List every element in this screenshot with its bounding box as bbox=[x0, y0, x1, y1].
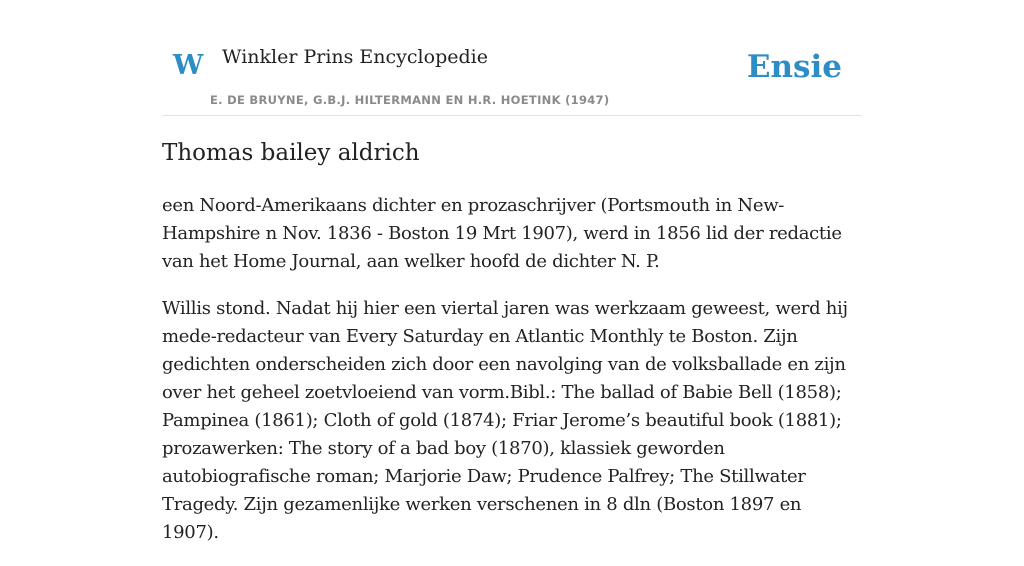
article-paragraph: een Noord-Amerikaans dichter en prozaschrijver (Portsmouth in New-Hampshire n Nov. 1836 - Boston 19 Mrt 1907), werd in 1856 lid der redactie van het Home Journal, aan welker hoofd de dichter N. P. bbox=[162, 195, 842, 272]
source-title[interactable]: Winkler Prins Encyclopedie bbox=[222, 46, 488, 68]
article-body bbox=[162, 192, 862, 566]
source-logo[interactable]: W bbox=[173, 50, 204, 81]
source-authors: E. DE BRUYNE, G.B.J. HILTERMANN EN H.R. HOETINK (1947) bbox=[210, 93, 610, 107]
page bbox=[162, 0, 862, 543]
article-paragraph: Willis stond. Nadat hij hier een viertal jaren was werkzaam geweest, werd hij mede-redacteur van Every Saturday en Atlantic Monthly te Boston. Zijn gedichten onderscheiden zich door een navolging van de volksballade en zijn over het geheel zoetvloeiend van vorm.Bibl.: The ballad of Babie Bell (1858); Pampinea (1861); Cloth of gold (1874); Friar Jerome’s beautiful book (1881); prozawerken: The story of a bad boy (1870), klassiek geworden autobiografische roman; Marjorie Daw; Prudence Palfrey; The Stillwater Tragedy. Zijn gezamenlijke werken verschenen in 8 dln (Boston 1897 en 1907). bbox=[162, 298, 848, 543]
brand-logo[interactable]: Ensie bbox=[746, 49, 842, 85]
source-header bbox=[162, 0, 862, 116]
article-title: Thomas bailey aldrich bbox=[162, 140, 420, 166]
